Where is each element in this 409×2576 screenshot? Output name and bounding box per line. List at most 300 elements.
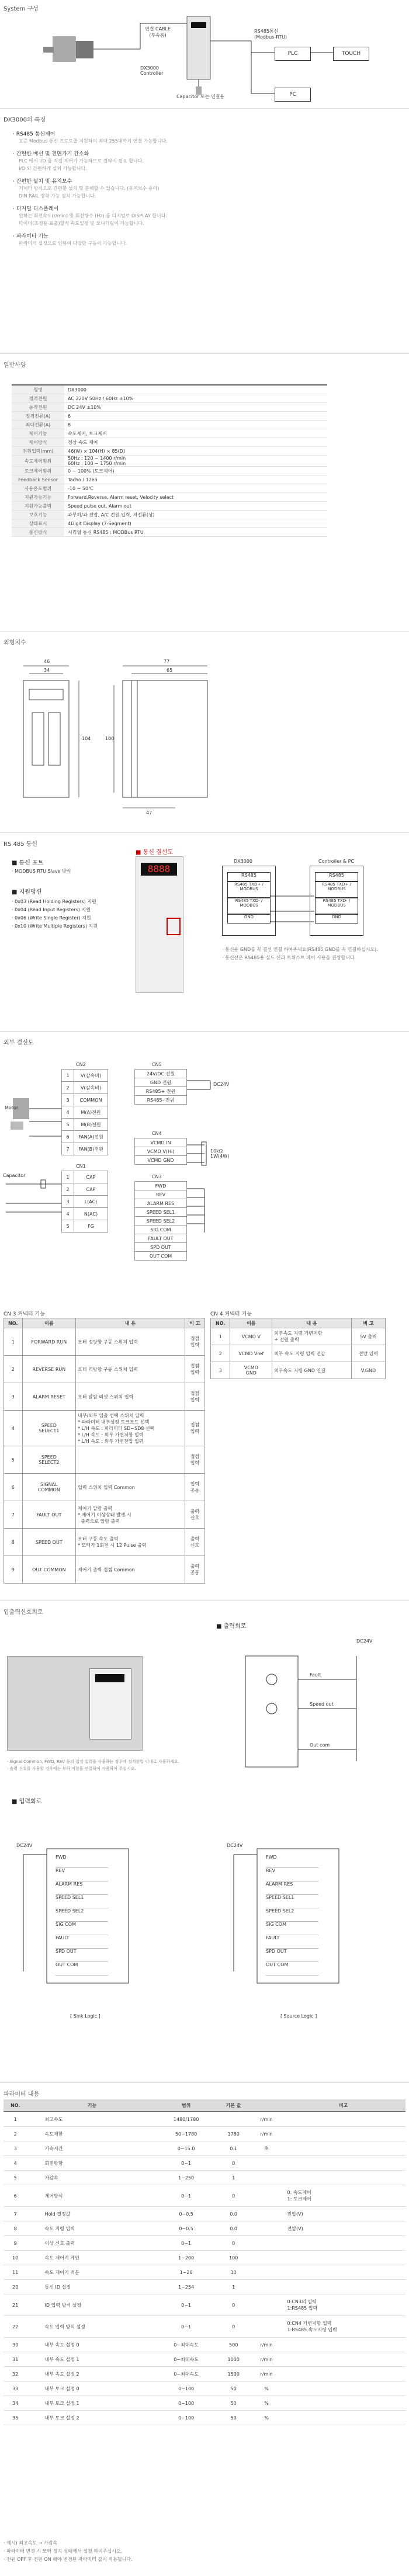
function-row xyxy=(4,1501,205,1529)
dim-label: 65 xyxy=(167,668,173,673)
table-cell: SPEED OUT xyxy=(22,1529,76,1556)
table-cell: DX3000 xyxy=(64,385,327,394)
table-cell: SIG COM xyxy=(135,1225,187,1234)
rs485-line xyxy=(210,41,275,53)
rs485-label: RS485통신 (Modbus-RTU) xyxy=(254,29,287,40)
table-cell: 8 xyxy=(4,2221,27,2236)
param-row xyxy=(4,2171,405,2185)
feature-item: · 파라미터 기능 파라미터 설정으로 인하여 다양한 구동이 가능합니다. xyxy=(13,234,127,246)
table-header-cell: 비 고 xyxy=(351,1318,385,1328)
table-cell xyxy=(282,2112,405,2127)
table-cell: V(감속비) xyxy=(74,1070,108,1082)
table-cell: 2 xyxy=(62,1183,74,1196)
output-circuit xyxy=(222,1633,397,1790)
table-cell: 1~254 xyxy=(157,2280,215,2294)
rs485-section xyxy=(0,835,409,1028)
cn4-label: CN4 xyxy=(152,1131,162,1136)
table-cell: 정격전원 xyxy=(12,394,64,403)
table-cell: FAN(A)전원 xyxy=(74,1131,108,1143)
table-cell: 외부속도 지령 GND 연결 xyxy=(272,1362,352,1379)
section-title: System 구성 xyxy=(4,6,39,12)
table-cell: 500 xyxy=(216,2338,252,2352)
table-cell: 동작전원 xyxy=(12,403,64,412)
pc-box: PC xyxy=(275,88,311,102)
table-cell: 접점 입력 xyxy=(185,1446,204,1474)
input-row: SIG COM xyxy=(56,1922,108,1935)
table-cell: 접점 입력 xyxy=(185,1356,204,1383)
param-row xyxy=(4,2251,405,2265)
table-cell: 1 xyxy=(4,2112,27,2127)
table-cell: 출력 공통 xyxy=(185,1556,204,1584)
input-row: FWD xyxy=(266,1855,318,1868)
table-cell: 지원가능기능 xyxy=(12,493,64,502)
feature-item: · RS485 통신제어 표준 Modbus 통신 프로토콜 지원하여 최대 255대까지 연결 가능합니다. xyxy=(13,131,168,144)
table-cell: 형명 xyxy=(12,385,64,394)
input-row: OUT COM xyxy=(56,1962,108,1976)
table-cell: 5V 출력 xyxy=(351,1328,385,1345)
table-cell: 1 xyxy=(62,1070,74,1082)
ctrl-rs485-box: RS485 RS485 TXD+ / MODBUS RS485 TXD- / MODBUS GND xyxy=(310,866,363,936)
table-cell: OUT COMMON xyxy=(22,1556,76,1584)
cn3-function-table xyxy=(4,1318,205,1584)
table-cell: 1 xyxy=(211,1328,230,1345)
table-header-cell: 내 용 xyxy=(76,1318,185,1328)
table-cell: REVERSE RUN xyxy=(22,1356,76,1383)
table-cell: 4 xyxy=(62,1208,74,1220)
input-rows-left xyxy=(56,1855,108,1976)
function-row xyxy=(4,1411,205,1446)
table-cell: 6 xyxy=(4,2185,27,2207)
spec-row xyxy=(12,511,327,519)
section-title: 외형치수 xyxy=(4,640,26,646)
table-cell: % xyxy=(252,2381,282,2396)
param-table xyxy=(4,2099,405,2425)
table-cell: 50 xyxy=(216,2381,252,2396)
rs485-link-lines xyxy=(269,866,316,935)
table-cell: 9 xyxy=(4,2236,27,2251)
table-header-cell: 비 고 xyxy=(185,1318,204,1328)
controller-display xyxy=(191,22,206,28)
table-cell: 접점 입력 xyxy=(185,1383,204,1411)
features-section xyxy=(0,111,409,248)
segment-display: 8888 xyxy=(141,863,177,876)
table-cell: VCMD GND xyxy=(135,1156,187,1165)
table-cell: ALARM RESET xyxy=(22,1383,76,1411)
table-cell: FG xyxy=(74,1220,108,1233)
table-cell xyxy=(252,2294,282,2316)
table-cell: 0~100 xyxy=(157,2411,215,2425)
table-cell: 제어기 출력 접점 Common xyxy=(76,1556,185,1584)
table-header-cell: 기능 xyxy=(27,2099,157,2112)
input-row: ALARM RES xyxy=(56,1881,108,1895)
table-cell: 50 xyxy=(216,2396,252,2411)
table-cell: 전압(V) xyxy=(282,2207,405,2221)
dc24-label: DC24V xyxy=(16,1843,33,1848)
table-cell: VCMD V xyxy=(230,1328,272,1345)
table-cell: ID 입력 방식 설정 xyxy=(27,2294,157,2316)
table-cell: 전압 입력 xyxy=(351,1345,385,1362)
spec-row xyxy=(12,438,327,447)
spec-row xyxy=(12,394,327,403)
spec-row xyxy=(12,403,327,412)
sink-caption: [ Sink Logic ] xyxy=(70,2013,100,2019)
spec-row xyxy=(12,412,327,421)
table-cell: 3 xyxy=(4,2141,27,2156)
source-caption: [ Source Logic ] xyxy=(280,2013,317,2019)
table-header-cell: 비고 xyxy=(282,2099,405,2112)
dim-label: 47 xyxy=(146,810,152,815)
table-cell: 입력 스위치 입력 Common xyxy=(76,1474,185,1501)
table-cell: 모터 알람 리셋 스위치 입력 xyxy=(76,1383,185,1411)
input-row: SPEED SEL2 xyxy=(56,1908,108,1922)
feature-item: · 간편한 배선 및 전면가기 간소화 PLC 에서 I/O 를 직접 제어가 가능하므로 절약이 필요 합니다. I/O 와 간편하게 설치 가능합니다. xyxy=(13,151,144,171)
table-header-cell xyxy=(252,2099,282,2112)
table-cell: 제어기 알람 출력 * 제어기 이상상태 발생 시 출력으로 알람 출력 xyxy=(76,1501,185,1529)
table-cell xyxy=(282,2381,405,2396)
table-cell: 0~100 xyxy=(157,2396,215,2411)
capacitor-label: Capacitor 또는 연결용 xyxy=(176,94,225,99)
table-cell: 2 xyxy=(4,2127,27,2141)
table-cell: 접점 입력 xyxy=(185,1328,204,1356)
wiring-lines xyxy=(0,1034,409,1308)
table-cell: 보호기능 xyxy=(12,511,64,519)
table-cell xyxy=(252,2251,282,2265)
table-cell: 정격전류(A) xyxy=(12,412,64,421)
motor-cable xyxy=(93,23,187,49)
table-cell xyxy=(282,2265,405,2280)
rs485-port-highlight xyxy=(167,918,181,935)
input-row: SIG COM xyxy=(266,1922,318,1935)
input-row: SPD OUT xyxy=(266,1949,318,1962)
table-cell: 32 xyxy=(4,2367,27,2381)
param-row xyxy=(4,2112,405,2127)
table-cell: 0~0.5 xyxy=(157,2207,215,2221)
table-header-cell: 내 용 xyxy=(272,1318,352,1328)
table-cell: REV xyxy=(135,1190,187,1199)
table-cell: 3 xyxy=(211,1362,230,1379)
table-cell xyxy=(252,2265,282,2280)
table-cell: AC 220V 50Hz / 60Hz ±10% xyxy=(64,394,327,403)
table-cell: 2 xyxy=(62,1082,74,1094)
table-cell: 0: 속도제어 1: 토크제어 xyxy=(282,2185,405,2207)
spec-table xyxy=(12,384,327,537)
table-cell: 31 xyxy=(4,2352,27,2367)
table-cell: 0.0 xyxy=(216,2221,252,2236)
dc24-label: DC24V xyxy=(213,1082,230,1087)
function-row xyxy=(211,1345,386,1362)
table-cell: Tacho / 12ea xyxy=(64,475,327,484)
input-row: SPEED SEL2 xyxy=(266,1908,318,1922)
table-cell: 4 xyxy=(4,2156,27,2171)
fan-image xyxy=(11,1122,23,1130)
section-title: DX3000의 특징 xyxy=(4,117,46,123)
table-cell: SIGNAL COMMON xyxy=(22,1474,76,1501)
table-cell: V.GND xyxy=(351,1362,385,1379)
table-cell: SPD OUT xyxy=(135,1243,187,1252)
param-note: · 파라미터 변경 시 모터 정지 상태에서 설정 하여주십시오. xyxy=(4,2549,123,2554)
table-cell: 1500 xyxy=(216,2367,252,2381)
table-cell: M(B)전원 xyxy=(74,1119,108,1131)
table-cell: 20 xyxy=(4,2280,27,2294)
table-cell: 6 xyxy=(62,1131,74,1143)
table-cell: 2 xyxy=(211,1345,230,1362)
table-cell: CAP xyxy=(74,1171,108,1183)
table-cell: 4Digit Display (7-Segment) xyxy=(64,519,327,528)
table-cell: 모터 구동 속도 출력 * 모터가 1회전 시 12 Pulse 출력 xyxy=(76,1529,185,1556)
rs485-conn-heading: ■ 통신 결선도 xyxy=(136,849,174,856)
function-row xyxy=(4,1446,205,1474)
input-row: REV xyxy=(56,1868,108,1881)
rs485-func-heading: ■ 지원펑션 xyxy=(12,889,42,895)
table-cell: 속도 재어기 게인 xyxy=(27,2251,157,2265)
table-cell: 1000 xyxy=(216,2352,252,2367)
motor-body xyxy=(53,36,76,62)
table-cell xyxy=(282,2156,405,2171)
table-header-cell: 기본 값 xyxy=(216,2099,252,2112)
table-cell: 3 xyxy=(62,1196,74,1208)
dim-label: 100 xyxy=(105,736,115,741)
table-cell xyxy=(252,2316,282,2338)
table-cell: RS485+ 전원 xyxy=(135,1087,187,1096)
param-row xyxy=(4,2207,405,2221)
table-cell xyxy=(282,2171,405,2185)
table-cell xyxy=(282,2352,405,2367)
rs485-note: · 통신선은 RS485용 실드 선과 트위스트 페어 사용을 권장합니다. xyxy=(222,955,356,960)
table-cell: % xyxy=(252,2396,282,2411)
table-cell: FAULT OUT xyxy=(135,1234,187,1243)
func-item: · 0x06 (Write Single Register) 지원 xyxy=(12,915,91,921)
table-cell: 내부 토크 설정 0 xyxy=(27,2381,157,2396)
dimension-drawing xyxy=(0,634,409,821)
dx-rs485-box: RS485 RS485 TXD+ / MODBUS RS485 TXD- / MODBUS GND xyxy=(222,866,276,936)
spec-row xyxy=(12,421,327,429)
param-row xyxy=(4,2185,405,2207)
table-cell: % xyxy=(252,2411,282,2425)
param-row xyxy=(4,2280,405,2294)
table-cell: 1~250 xyxy=(157,2171,215,2185)
table-cell: 7 xyxy=(62,1143,74,1155)
table-cell: FORWARD RUN xyxy=(22,1328,76,1356)
table-cell: 1 xyxy=(216,2171,252,2185)
table-cell: Feedback Sensor xyxy=(12,475,64,484)
table-cell: 출력 신호 xyxy=(185,1501,204,1529)
table-cell: FWD xyxy=(135,1182,187,1190)
table-cell: V(감속비) xyxy=(74,1082,108,1094)
table-cell: CAP xyxy=(74,1183,108,1196)
dim-label: 46 xyxy=(44,659,50,664)
table-cell: 내부 토크 설정 1 xyxy=(27,2396,157,2411)
table-cell: 0~1 xyxy=(157,2185,215,2207)
output-label: Out com xyxy=(310,1742,330,1748)
wiring-section xyxy=(0,1034,409,1308)
table-cell: r/min xyxy=(252,2367,282,2381)
table-cell: -10 ~ 50℃ xyxy=(64,484,327,493)
func-item: · 0x03 (Read Holding Registers) 지원 xyxy=(12,899,96,904)
table-cell: 0~15.0 xyxy=(157,2141,215,2156)
table-cell: OUT COM xyxy=(135,1252,187,1261)
table-cell: 정상 속도 제어 xyxy=(64,438,327,447)
table-cell: 10 xyxy=(4,2251,27,2265)
product-note: · 출력 신호를 사용할 경우에는 부하 저항을 연결하여 사용하여 주십시오. xyxy=(7,1766,136,1771)
table-cell: 출력 신호 xyxy=(185,1529,204,1556)
table-cell: 50Hz : 120 ~ 1400 r/min 60Hz : 100 ~ 1750 r/min xyxy=(64,456,327,467)
input-row: SPEED SEL1 xyxy=(266,1895,318,1908)
table-cell: 5 xyxy=(62,1220,74,1233)
vol-label: 10kΩ 1W(4W) xyxy=(210,1148,230,1159)
table-cell: 3 xyxy=(62,1094,74,1106)
table-cell: SPEED SELECT1 xyxy=(22,1411,76,1446)
table-cell: 전원입력(mm) xyxy=(12,447,64,456)
section-title: RS 485 통신 xyxy=(4,841,38,848)
table-cell: 0~100 xyxy=(157,2381,215,2396)
input-row: FWD xyxy=(56,1855,108,1868)
product-photo xyxy=(7,1656,143,1751)
param-row xyxy=(4,2221,405,2236)
param-row xyxy=(4,2236,405,2251)
function-row xyxy=(4,1356,205,1383)
table-cell: r/min xyxy=(252,2112,282,2127)
table-cell: 속도 지령 입력 xyxy=(27,2221,157,2236)
input-row: SPEED SEL1 xyxy=(56,1895,108,1908)
spec-row xyxy=(12,467,327,475)
table-cell xyxy=(282,2396,405,2411)
dc24-label: DC24V xyxy=(227,1843,243,1848)
feature-item: · 디지털 디스플레이 원하는 회전속도(r/min) 및 회전방수 (Hz) 를 디지털로 DISPLAY 합니다. 타이머(조정용 표출)할적 속도일정 및 모니터링이 가능합니다. xyxy=(13,206,168,226)
section-title: 외부 결선도 xyxy=(4,1040,34,1046)
table-cell xyxy=(282,2411,405,2425)
spec-row xyxy=(12,447,327,456)
table-cell: 가속시간 xyxy=(27,2141,157,2156)
table-cell: SPEED SELECT2 xyxy=(22,1446,76,1474)
table-cell: 35 xyxy=(4,2411,27,2425)
spec-row xyxy=(12,429,327,438)
table-cell: 0~1 xyxy=(157,2236,215,2251)
table-cell: 0~최대속도 xyxy=(157,2367,215,2381)
function-row xyxy=(4,1383,205,1411)
table-cell: 1780 xyxy=(216,2127,252,2141)
table-cell xyxy=(252,2185,282,2207)
function-row xyxy=(4,1556,205,1584)
function-row xyxy=(4,1328,205,1356)
touch-box: TOUCH xyxy=(333,47,369,61)
table-cell: GND 전원 xyxy=(135,1078,187,1087)
param-row xyxy=(4,2316,405,2338)
table-cell: M(A)전원 xyxy=(74,1106,108,1119)
motor-cable-label: 연결 CABLE (부속품) xyxy=(145,26,171,38)
cn4-function-table xyxy=(210,1318,386,1379)
input-rows-right xyxy=(266,1855,318,1976)
table-cell: 8 xyxy=(64,421,327,429)
table-cell: 22 xyxy=(4,2316,27,2338)
table-cell: 0 xyxy=(216,2156,252,2171)
table-cell: 4 xyxy=(4,1411,23,1446)
func-item: · 0x04 (Read Input Registers) 지원 xyxy=(12,907,91,912)
table-cell: 회전방향 xyxy=(27,2156,157,2171)
table-cell: 0:CN3의 입력 1:RS485 입력 xyxy=(282,2294,405,2316)
table-cell: 50 xyxy=(216,2411,252,2425)
param-row xyxy=(4,2367,405,2381)
system-section xyxy=(0,0,409,102)
table-cell: 모터 역방향 구동 스위치 입력 xyxy=(76,1356,185,1383)
plc-box: PLC xyxy=(275,47,311,61)
spec-row xyxy=(12,385,327,394)
table-cell xyxy=(282,2236,405,2251)
table-cell: 46(W) × 104(H) × 85(D) xyxy=(64,447,327,456)
table-cell: L(AC) xyxy=(74,1196,108,1208)
table-cell: 0~1 xyxy=(157,2294,215,2316)
table-cell: 1480/1780 xyxy=(157,2112,215,2127)
table-cell: 내부/외부 입출 선택 스위치 입력 * 파라미터 내부설정 토크모드 선택 * L/H 속도 : 파라미터 SD~SD8 선택 * L/H 속도 : 외부 가변저항 입력 * L/H 속도 : 외부 가변전압 입력 xyxy=(76,1411,185,1446)
table-cell: 21 xyxy=(4,2294,27,2316)
table-cell: COMMON xyxy=(74,1094,108,1106)
table-cell xyxy=(76,1446,185,1474)
table-cell: 0 xyxy=(216,2185,252,2207)
table-cell: 제어방식 xyxy=(12,438,64,447)
param-row xyxy=(4,2294,405,2316)
front-view xyxy=(23,681,69,797)
param-note: · 예시) 최고속도 → 가감속 xyxy=(4,2540,58,2546)
controller-label: DX3000 Controller xyxy=(140,65,164,76)
table-cell: 0~최대속도 xyxy=(157,2352,215,2367)
params-section xyxy=(0,2085,409,2576)
dx-label: DX3000 xyxy=(234,859,252,864)
table-cell xyxy=(282,2338,405,2352)
table-cell: 0 xyxy=(216,2236,252,2251)
spec-row xyxy=(12,502,327,511)
table-cell: 과부하/과 전압, A/C 전원 입력, 저전류(상) xyxy=(64,511,327,519)
cn3-table-title: CN 3 커넥터 기능 xyxy=(4,1311,45,1317)
output-heading: ■ 출력회로 xyxy=(216,1623,247,1630)
table-cell: 0 ~ 100% (토크제어) xyxy=(64,467,327,475)
cn1-label: CN1 xyxy=(76,1164,86,1169)
table-cell: 0 xyxy=(216,2316,252,2338)
cn4-table-title: CN 4 커넥터 기능 xyxy=(210,1311,252,1317)
table-cell: 속도 입력 방식 설정 xyxy=(27,2316,157,2338)
param-row xyxy=(4,2156,405,2171)
feature-list xyxy=(13,125,168,247)
spec-section xyxy=(0,356,409,637)
table-cell: 1 xyxy=(216,2280,252,2294)
function-row xyxy=(4,1474,205,1501)
dim-label: 77 xyxy=(164,659,170,664)
table-cell: 속도제한 xyxy=(27,2127,157,2141)
motor-gear xyxy=(76,41,93,58)
table-cell: 0~0.5 xyxy=(157,2221,215,2236)
motor-label: Motor xyxy=(5,1105,19,1110)
table-cell: 7 xyxy=(4,2207,27,2221)
table-cell: Forward,Reverse, Alarm reset, Velocity select xyxy=(64,493,327,502)
table-cell: 통신방식 xyxy=(12,528,64,537)
table-cell: 11 xyxy=(4,2265,27,2280)
table-cell: r/min xyxy=(252,2352,282,2367)
param-row xyxy=(4,2411,405,2425)
param-row xyxy=(4,2265,405,2280)
table-cell: 0~최대속도 xyxy=(157,2338,215,2352)
rs485-note: · 통신용 GND를 꼭 결선 연결 하여주세요(RS485 GND를 꼭 연결하십시오). xyxy=(222,947,378,952)
table-cell: 1~20 xyxy=(157,2265,215,2280)
table-cell: VCMD V(Hi) xyxy=(135,1147,187,1156)
dim-label: 34 xyxy=(44,668,50,673)
table-cell: 최고속도 xyxy=(27,2112,157,2127)
table-cell xyxy=(252,2221,282,2236)
input-heading: ■ 입력회로 xyxy=(12,1799,42,1805)
output-label: Fault xyxy=(310,1672,321,1678)
table-cell: 8 xyxy=(4,1529,23,1556)
table-cell: 통신 ID 설정 xyxy=(27,2280,157,2294)
table-cell: 상태표시 xyxy=(12,519,64,528)
param-row xyxy=(4,2338,405,2352)
table-cell: 내부 토크 설정 2 xyxy=(27,2411,157,2425)
